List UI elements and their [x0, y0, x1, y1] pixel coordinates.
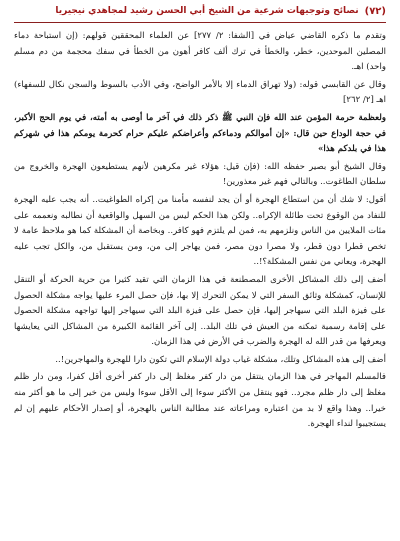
paragraph-8: فالمسلم المهاجر في هذا الزمان ينتقل من دار كفر مغلظ إلى دار كفر أخرى أقل كفرا، ومن دار ظلم مغلظ إلى دار ظلم مجرد.. فهو ينتقل من الأكثر سوءا إلى الأقل سوءا وليس من خير إلى ما هو أكثر منه خيرا.. وهذا واقع لا بد من اعتباره ومراعاته عند مطالبة الناس بالهجرة، أو إصدار الأحكام عليهم إن لم يستجيبوا لنداء الهجرة.: [14, 372, 386, 430]
paragraph-7: أضف إلى هذه المشاكل وتلك، مشكلة غياب دولة الإسلام التي تكون دارا للهجرة والمهاجرين!..: [55, 354, 386, 365]
paragraph-1: وتقدم ما ذكره القاضي عياض في [الشفا: ٢/ ٢٧٧] عن العلماء المحققين قولهم: (إن استباحة دماء المصلين الموحدين، خطر، والخطأ في ترك ألف كافر أهون من الخطأ في سفك محجمة من دم مسلم واحد) اهـ.: [14, 31, 386, 73]
paragraph-2: وقال عن القابسي قوله: (ولا تهراق الدماء إلا بالأمر الواضح، وفي الأدب بالسوط والسجن نكال للسفهاء) اهـ [٢/ ٢٦٢]: [14, 79, 386, 106]
page-number: (٧٢): [364, 5, 386, 17]
document-body: [14, 29, 386, 433]
paragraph-4: وقال الشيخ أبو بصير حفظه الله: (فإن قيل: هؤلاء غير مكرهين لأنهم يستطيعون الهجرة والخروج من سلطان الطاغوت.. وبالتالي فهم غير معذورين!: [14, 161, 386, 188]
page-header: [14, 0, 386, 23]
paragraph-3-hadith: ولعظمة حرمة المؤمن عند الله فإن النبي ﷺ ذكر ذلك في آخر ما أوصى به أمته، في يوم الحج الأكبر، في حجة الوداع حين قال: «إن أموالكم ودماءكم وأعراضكم عليكم حرام كحرمة يومكم هذا في شهركم هذا في بلدكم هذا»: [14, 112, 386, 155]
paragraph-6: أضف إلى ذلك المشاكل الأخرى المصطنعة في هذا الزمان التي تقيد كثيرا من حرية الحركة أو التنقل للإنسان، كمشكلة وثائق السفر التي لا يمكن التحرك إلا بها، فإن حصل المرء عليها يواجه مشكلة الحصول على فيزة البلد التي سيهاجر إليها، فإن حصل على فيزة البلد التي سيهاجر إليها تواجهه مشكلة الحصول على إقامة رسمية تمكنه من العيش في تلك البلد.. إلى آخر القائمة الكبيرة من المشاكل التي يعايشها ويعرفها من قدر الله له الهجرة والضرب في الأرض في هذا الزمان.: [14, 274, 386, 348]
paragraph-5: أقول: لا شك أن من استطاع الهجرة أو أن يجد لنفسه مأمنا من إكراه الطواغيت.. أنه يجب عليه الهجرة للنفاد من الوقوع تحت طائلة الإكراه.. ولكن هذا الحكم ليس من السهل والواقعية أن نطالبه ونعممه على مئات الملايين من الناس ونلزمهم به، فمن لم يلتزم فهو كافر.. وبخاصة أن المشكلة كما هو ملاحظ عامة لا تخص قطرا دون قطر، ولا مصرا دون مصر، فمن يهاجر إلى من، ومن يستقبل من، والكل تجب عليه الهجرة، ويعاني من نفس المشكلة؟!..: [14, 194, 386, 268]
running-title: نصائح وتوجيهات شرعية من الشيخ أبي الحسن رشيد لمجاهدي نيجيريا: [55, 6, 359, 16]
